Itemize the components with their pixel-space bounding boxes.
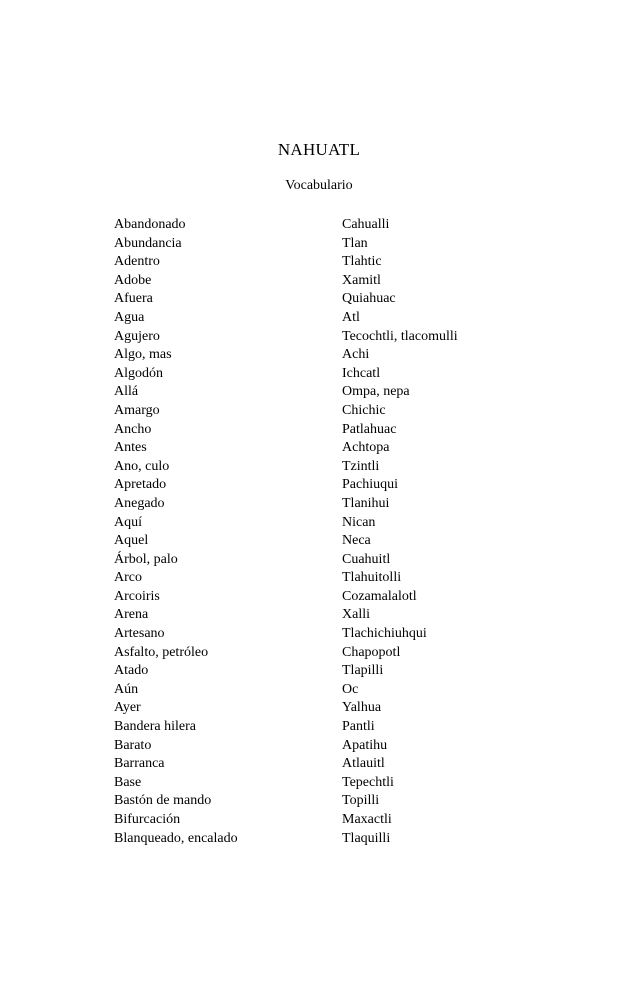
vocabulary-row	[114, 290, 534, 309]
spanish-term: Base	[114, 774, 142, 790]
spanish-term: Antes	[114, 440, 147, 456]
spanish-term: Adentro	[114, 254, 160, 270]
nahuatl-term: Ompa, nepa	[342, 384, 410, 400]
vocabulary-row	[114, 737, 534, 756]
vocabulary-row	[114, 830, 534, 849]
nahuatl-term: Pachiuqui	[342, 477, 398, 493]
vocabulary-row	[114, 792, 534, 811]
vocabulary-row	[114, 272, 534, 291]
vocabulary-row	[114, 458, 534, 477]
vocabulary-row	[114, 644, 534, 663]
vocabulary-row	[114, 309, 534, 328]
spanish-term: Bandera hilera	[114, 719, 197, 735]
spanish-term: Anegado	[114, 495, 165, 511]
nahuatl-term: Oc	[342, 681, 359, 697]
nahuatl-term: Cuahuitl	[342, 551, 391, 567]
nahuatl-term: Tzintli	[342, 458, 380, 474]
spanish-term: Abundancia	[114, 235, 182, 251]
nahuatl-term: Achi	[342, 347, 370, 363]
vocabulary-row	[114, 699, 534, 718]
vocabulary-row	[114, 718, 534, 737]
spanish-term: Algo, mas	[114, 347, 172, 363]
nahuatl-term: Xamitl	[342, 272, 381, 288]
spanish-term: Asfalto, petróleo	[114, 644, 209, 660]
spanish-term: Barato	[114, 737, 152, 753]
spanish-term: Ayer	[114, 700, 141, 716]
spanish-term: Aquel	[114, 533, 149, 549]
vocabulary-row	[114, 439, 534, 458]
vocabulary-row	[114, 383, 534, 402]
vocabulary-row	[114, 532, 534, 551]
page-subtitle: Vocabulario	[285, 178, 353, 193]
page-title	[0, 140, 638, 160]
nahuatl-term: Ichcatl	[342, 365, 381, 381]
nahuatl-term: Yalhua	[342, 700, 382, 716]
spanish-term: Blanqueado, encalado	[114, 830, 238, 846]
nahuatl-term: Tlanihui	[342, 495, 390, 511]
nahuatl-term: Quiahuac	[342, 291, 396, 307]
nahuatl-term: Chapopotl	[342, 644, 401, 660]
vocabulary-row	[114, 402, 534, 421]
nahuatl-term: Cozamalalotl	[342, 588, 417, 604]
nahuatl-term: Chichic	[342, 402, 386, 418]
vocabulary-row	[114, 253, 534, 272]
nahuatl-term: Tecochtli, tlacomulli	[342, 328, 458, 344]
spanish-term: Algodón	[114, 365, 163, 381]
nahuatl-term: Apatihu	[342, 737, 388, 753]
vocabulary-row	[114, 514, 534, 533]
spanish-term: Arcoiris	[114, 588, 160, 604]
spanish-term: Apretado	[114, 477, 167, 493]
page-title-text: NAHUATL	[277, 140, 361, 159]
spanish-term: Ancho	[114, 421, 152, 437]
spanish-term: Agujero	[114, 328, 160, 344]
spanish-term: Adobe	[114, 272, 152, 288]
spanish-term: Allá	[114, 384, 139, 400]
nahuatl-term: Pantli	[342, 719, 375, 735]
nahuatl-term: Neca	[342, 533, 371, 549]
nahuatl-term: Maxactli	[342, 812, 392, 827]
nahuatl-term: Tlahtic	[342, 254, 382, 270]
spanish-term: Aquí	[114, 514, 142, 530]
vocabulary-row	[114, 216, 534, 235]
vocabulary-row	[114, 421, 534, 440]
nahuatl-term: Patlahuac	[342, 421, 397, 437]
spanish-term: Amargo	[114, 402, 160, 418]
vocabulary-row	[114, 495, 534, 514]
vocabulary-row	[114, 811, 534, 830]
vocabulary-row	[114, 662, 534, 681]
spanish-term: Bifurcación	[114, 812, 181, 827]
vocabulary-row	[114, 569, 534, 588]
spanish-term: Barranca	[114, 756, 165, 772]
spanish-term: Artesano	[114, 626, 165, 642]
spanish-term: Ano, culo	[114, 458, 170, 474]
vocabulary-row	[114, 588, 534, 607]
vocabulary-row	[114, 774, 534, 793]
spanish-term: Árbol, palo	[114, 551, 178, 567]
spanish-term: Atado	[114, 663, 149, 679]
nahuatl-term: Nican	[342, 514, 376, 530]
spanish-term: Agua	[114, 309, 145, 325]
spanish-term: Arena	[114, 607, 149, 623]
vocabulary-row	[114, 235, 534, 254]
vocabulary-row	[114, 681, 534, 700]
nahuatl-term: Tepechtli	[342, 774, 394, 790]
spanish-term: Afuera	[114, 291, 153, 307]
nahuatl-term: Topilli	[342, 793, 380, 809]
nahuatl-term: Atl	[342, 309, 360, 325]
nahuatl-term: Tlaquilli	[342, 830, 391, 846]
nahuatl-term: Cahualli	[342, 217, 390, 232]
vocabulary-row	[114, 476, 534, 495]
vocabulary-row	[114, 625, 534, 644]
nahuatl-term: Tlahuitolli	[342, 570, 402, 586]
nahuatl-term: Tlan	[342, 235, 368, 251]
nahuatl-term: Atlauitl	[342, 756, 385, 772]
vocabulary-row	[114, 346, 534, 365]
vocabulary-row	[114, 365, 534, 384]
nahuatl-term: Achtopa	[342, 440, 390, 456]
spanish-term: Arco	[114, 570, 142, 586]
nahuatl-term: Xalli	[342, 607, 370, 623]
vocabulary-row	[114, 328, 534, 347]
spanish-term: Bastón de mando	[114, 793, 212, 809]
vocabulary-row	[114, 606, 534, 625]
vocabulary-row	[114, 755, 534, 774]
spanish-term: Aún	[114, 681, 139, 697]
spanish-term: Abandonado	[114, 217, 186, 232]
vocabulary-row	[114, 551, 534, 570]
nahuatl-term: Tlachichiuhqui	[342, 626, 427, 642]
vocabulary-list	[114, 216, 534, 848]
nahuatl-term: Tlapilli	[342, 663, 384, 679]
